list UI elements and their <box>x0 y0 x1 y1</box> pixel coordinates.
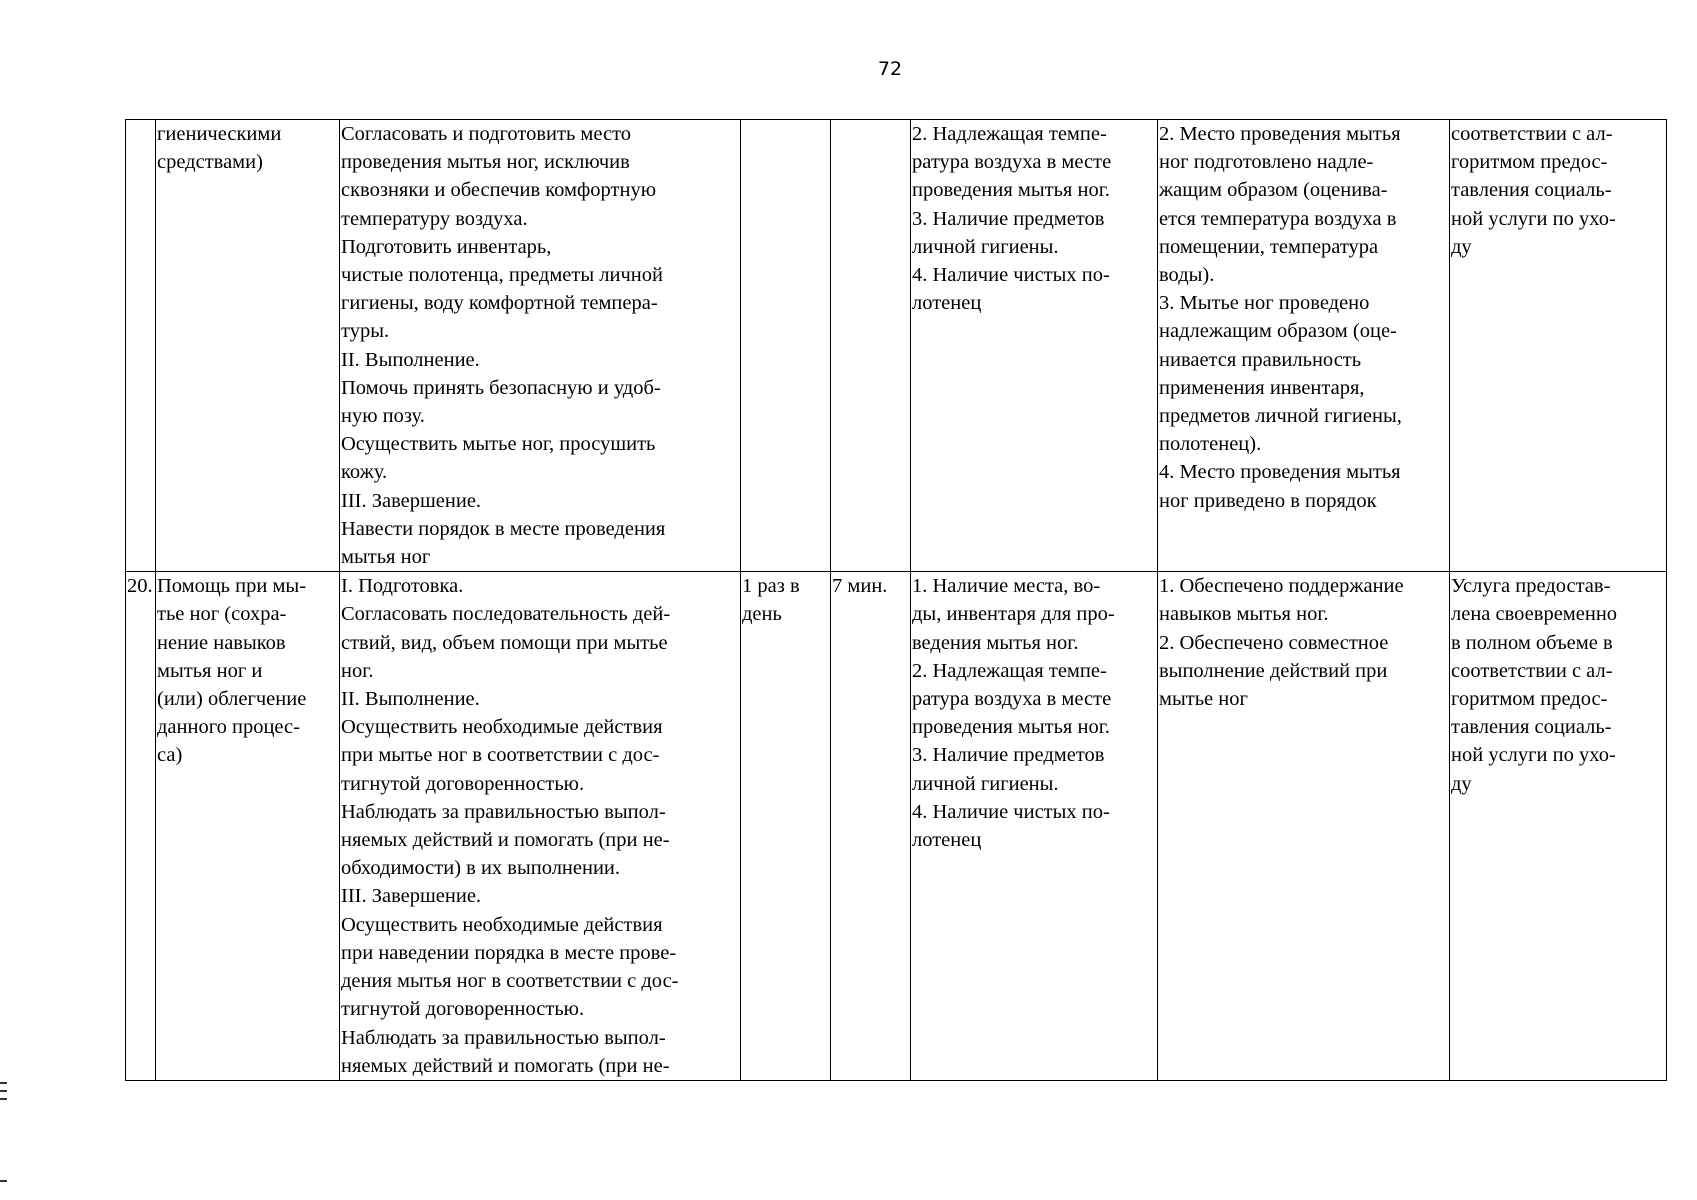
duration-cell <box>831 120 911 572</box>
service-steps-cell: Согласовать и подготовить место проведения мытья ног, исключив сквозняки и обеспечив комфортную температуру воздуха. Подготовить инвентарь, чистые полотенца, предметы личной гигиены, воду комфортной темпера- туры. II. Выполнение. Помочь принять безопасную и удоб- ную позу. Осуществить мытье ног, просушить кожу. III. Завершение. Навести порядок в месте проведения мытья ног <box>340 120 741 572</box>
service-name-cell: Помощь при мы- тье ног (сохра- нение навыков мытья ног и (или) облегчение данного процес- са) <box>156 572 340 1081</box>
duration-cell: 7 мин. <box>831 572 911 1081</box>
scan-margin-mark <box>0 1180 7 1182</box>
conditions-cell: 2. Надлежащая темпе- ратура воздуха в месте проведения мытья ног. 3. Наличие предметов личной гигиены. 4. Наличие чистых по- лотенец <box>911 120 1158 572</box>
assessment-cell: соответствии с ал- горитмом предос- тавления социаль- ной услуги по ухо- ду <box>1450 120 1667 572</box>
service-name-cell: гиеническими средствами) <box>156 120 340 572</box>
scan-margin-mark <box>0 1098 7 1100</box>
results-cell: 1. Обеспечено поддержание навыков мытья ног. 2. Обеспечено совместное выполнение действий при мытье ног <box>1158 572 1450 1081</box>
frequency-cell <box>741 120 831 572</box>
services-table <box>125 119 1667 1081</box>
row-number-cell: 20. <box>126 572 156 1081</box>
conditions-cell: 1. Наличие места, во- ды, инвентаря для про- ведения мытья ног. 2. Надлежащая темпе- ратура воздуха в месте проведения мытья ног. 3. Наличие предметов личной гигиены. 4. Наличие чистых по- лотенец <box>911 572 1158 1081</box>
scan-margin-mark <box>0 1090 7 1092</box>
frequency-cell: 1 раз в день <box>741 572 831 1081</box>
table-row <box>126 572 1667 1081</box>
assessment-cell: Услуга предостав- лена своевременно в полном объеме в соответствии с ал- горитмом предос- тавления социаль- ной услуги по ухо- ду <box>1450 572 1667 1081</box>
table-row <box>126 120 1667 572</box>
page-number: 72 <box>877 58 903 80</box>
results-cell: 2. Место проведения мытья ног подготовлено надле- жащим образом (оценива- ется температура воздуха в помещении, температура воды). 3. Мытье ног проведено надлежащим образом (оце- нивается правильность применения инвентаря, предметов личной гигиены, полотенец). 4. Место проведения мытья ног приведено в порядок <box>1158 120 1450 572</box>
scan-margin-mark <box>0 1082 7 1084</box>
service-steps-cell: I. Подготовка. Согласовать последовательность дей- ствий, вид, объем помощи при мытье ног. II. Выполнение. Осуществить необходимые действия при мытье ног в соответствии с дос- тигнутой договоренностью. Наблюдать за правильностью выпол- няемых действий и помогать (при не- обходимости) в их выполнении. III. Завершение. Осуществить необходимые действия при наведении порядка в месте прове- дения мытья ног в соответствии с дос- тигнутой договоренностью. Наблюдать за правильностью выпол- няемых действий и помогать (при не- <box>340 572 741 1081</box>
row-number-cell <box>126 120 156 572</box>
